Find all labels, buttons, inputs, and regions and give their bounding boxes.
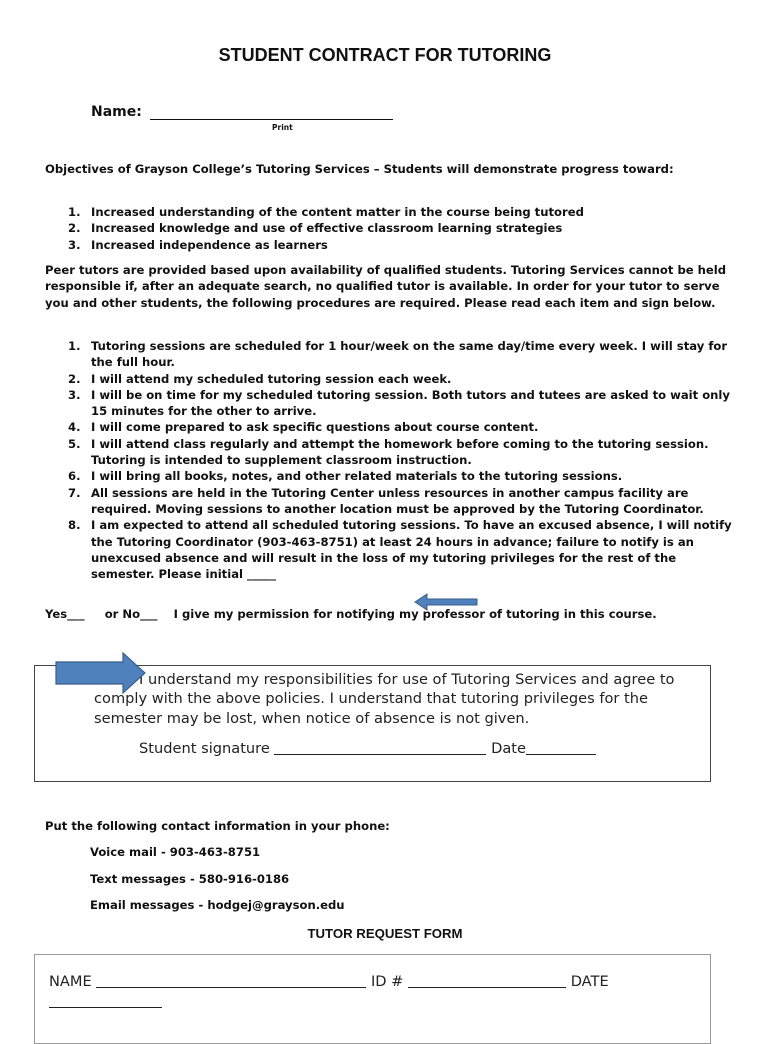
tutor-request-fields: [49, 971, 689, 1014]
list-item: 2. Increased knowledge and use of effective classroom learning strategies: [68, 221, 563, 236]
list-item: 2. I will attend my scheduled tutoring session each week.: [68, 371, 452, 386]
list-item: 1. Tutoring sessions are scheduled for 1 hour/week on the same day/time every week. I will stay for the full hour.: [68, 339, 728, 370]
contact-voice: Voice mail - 903-463-8751: [90, 845, 261, 859]
request-name-label: NAME: [49, 973, 92, 990]
date-label: Date: [491, 740, 527, 757]
signature-label: Student signature: [139, 740, 270, 757]
objectives-intro: Objectives of Grayson College’s Tutoring Services – Students will demonstrate progress toward:: [45, 162, 674, 176]
list-item: 1. Increased understanding of the content matter in the course being tutored: [68, 205, 584, 219]
peer-tutor-paragraph: Peer tutors are provided based upon availability of qualified students. Tutoring Services cannot be held responsible if, after an adequate search, no qualified tutor is available. In order for your tutor to serve you and other students, the following procedures are required. Please read each item and sign below.: [45, 263, 727, 310]
list-item: 8. I am expected to attend all scheduled tutoring sessions. To have an excused absence, I will notify the Tutoring Coordinator (903-463-8751) at least 24 hours in advance; failure to notify is an unexcused absence and will result in the loss of my tutoring privileges for the rest of the semester. Please initial _____: [68, 518, 732, 582]
request-id-field[interactable]: [408, 972, 566, 988]
list-item: 3. Increased independence as learners: [68, 237, 328, 252]
procedures-list: [45, 338, 735, 582]
permission-text: I give my permission for notifying my professor of tutoring in this course.: [173, 607, 657, 621]
date-field-line[interactable]: [526, 739, 596, 755]
request-date-label: DATE: [570, 973, 609, 990]
contact-text: Text messages - 580-916-0186: [90, 872, 290, 886]
agreement-text: I understand my responsibilities for use of Tutoring Services and agree to comply with the above policies. I understand that tutoring privileges for the semester may be lost, when notice of absence is not given.: [94, 671, 675, 727]
contact-email: Email messages - hodgej@grayson.edu: [90, 898, 345, 912]
right-arrow-icon: [55, 652, 147, 694]
signature-field-line[interactable]: [274, 739, 486, 755]
no-option[interactable]: or No___: [104, 607, 158, 621]
list-item: 5. I will attend class regularly and attempt the homework before coming to the tutoring session. Tutoring is intended to supplement classroom instruction.: [68, 436, 709, 468]
tutor-request-title: TUTOR REQUEST FORM: [307, 926, 463, 941]
contact-heading: Put the following contact information in your phone:: [45, 819, 390, 833]
signature-row: [139, 739, 596, 757]
objectives-list: [45, 204, 735, 253]
list-item: 6. I will bring all books, notes, and other related materials to the tutoring sessions.: [68, 469, 623, 484]
page-title: STUDENT CONTRACT FOR TUTORING: [218, 45, 552, 65]
request-id-label: ID #: [371, 973, 404, 990]
print-caption: Print: [272, 123, 293, 132]
yes-option[interactable]: Yes___: [45, 607, 85, 621]
name-field-line[interactable]: [150, 119, 393, 120]
list-item: 3. I will be on time for my scheduled tutoring session. Both tutors and tutees are asked to wait only 15 minutes for the other to arrive.: [68, 387, 730, 419]
agreement-text-wrap: [94, 670, 709, 728]
request-name-field[interactable]: [96, 972, 366, 988]
name-label: Name:: [91, 104, 142, 120]
permission-line: [45, 607, 657, 621]
list-item: 7. All sessions are held in the Tutoring Center unless resources in another campus facility are required. Moving sessions to another location must be approved by the Tutoring Coordinator.: [68, 485, 704, 516]
request-date-field[interactable]: [49, 992, 162, 1008]
list-item: 4. I will come prepared to ask specific questions about course content.: [68, 420, 539, 435]
